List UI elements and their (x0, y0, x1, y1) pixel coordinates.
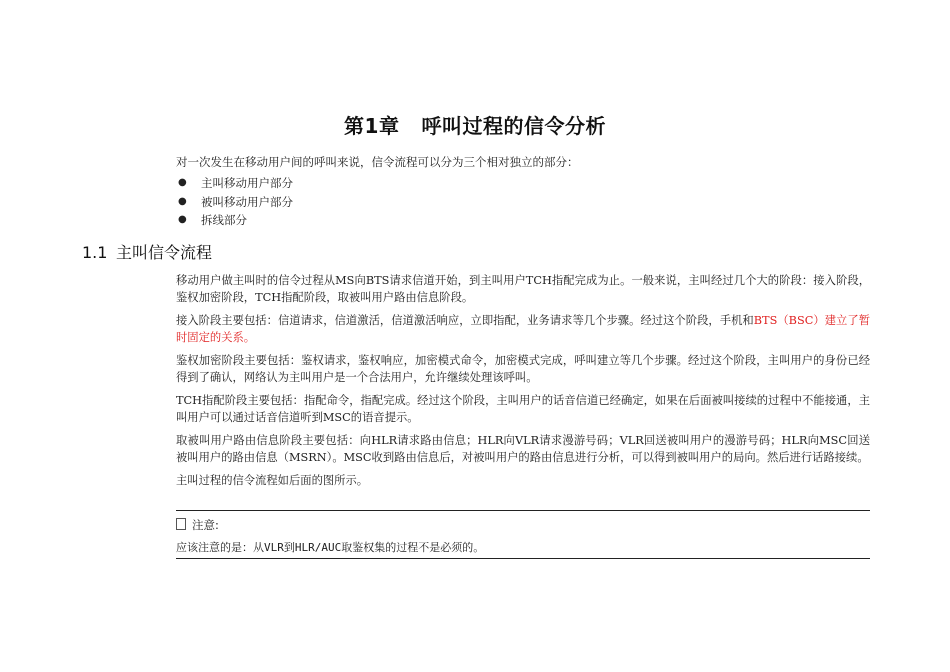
intro-text: 对一次发生在移动用户间的呼叫来说，信令流程可以分为三个相对独立的部分： (176, 155, 579, 169)
paragraph-text: 接入阶段主要包括：信道请求，信道激活，信道激活响应，立即指配，业务请求等几个步骤。经过这个阶段，手机和 (176, 314, 754, 327)
list-item-text: 被叫移动用户部分 (201, 194, 293, 209)
paragraph: 鉴权加密阶段主要包括：鉴权请求，鉴权响应，加密模式命令，加密模式完成，呼叫建立等几个步骤。经过这个阶段，主叫用户的身份已经得到了确认，网络认为主叫用户是一个合法用户，允许继续处理该呼叫。 (176, 354, 870, 384)
highlighted-text: BTS（BSC）建立了暂时固定的关系。 (176, 314, 870, 344)
bullet-icon: ● (178, 214, 187, 225)
chapter-title (0, 110, 950, 139)
note-label: 注意: (192, 518, 219, 532)
paragraph: TCH指配阶段主要包括：指配命令，指配完成。经过这个阶段，主叫用户的话音信道已经确定，如果在后面被叫接续的过程中不能接通，主叫用户可以通过话音信道听到MSC的语音提示。 (176, 394, 870, 424)
section-title-text: 主叫信令流程 (116, 243, 213, 262)
note-top-rule (176, 510, 870, 511)
note-icon (176, 518, 186, 530)
note-heading (176, 517, 219, 533)
paragraph (176, 312, 870, 346)
chapter-number: 第1章 (344, 114, 400, 138)
section-body (176, 272, 870, 495)
note-bottom-rule (176, 558, 870, 559)
bullet-list (176, 174, 876, 230)
chapter-title-text: 呼叫过程的信令分析 (421, 114, 606, 138)
paragraph: 取被叫用户路由信息阶段主要包括：向HLR请求路由信息；HLR向VLR请求漫游号码；VLR回送被叫用户的漫游号码；HLR向MSC回送被叫用户的路由信息（MSRN）。MSC收到路由信息后，对被叫用户的路由信息进行分析，可以得到被叫用户的局向。然后进行话路接续。 (176, 434, 870, 464)
paragraph: 主叫过程的信令流程如后面的图所示。 (176, 474, 369, 487)
list-item-text: 拆线部分 (201, 213, 247, 227)
list-item-text: 主叫移动用户部分 (201, 176, 293, 190)
section-number: 1.1 (82, 243, 108, 262)
section-heading (82, 240, 212, 263)
note-text: 应该注意的是：从VLR到HLR/AUC取鉴权集的过程不是必须的。 (176, 541, 485, 554)
list-item (176, 174, 876, 193)
list-item (176, 193, 876, 212)
bullet-icon: ● (178, 195, 187, 207)
bullet-icon: ● (178, 177, 187, 188)
list-item (176, 211, 876, 230)
paragraph: 移动用户做主叫时的信令过程从MS向BTS请求信道开始，到主叫用户TCH指配完成为止。一般来说，主叫经过几个大的阶段：接入阶段，鉴权加密阶段，TCH指配阶段，取被叫用户路由信息阶段。 (176, 274, 870, 304)
